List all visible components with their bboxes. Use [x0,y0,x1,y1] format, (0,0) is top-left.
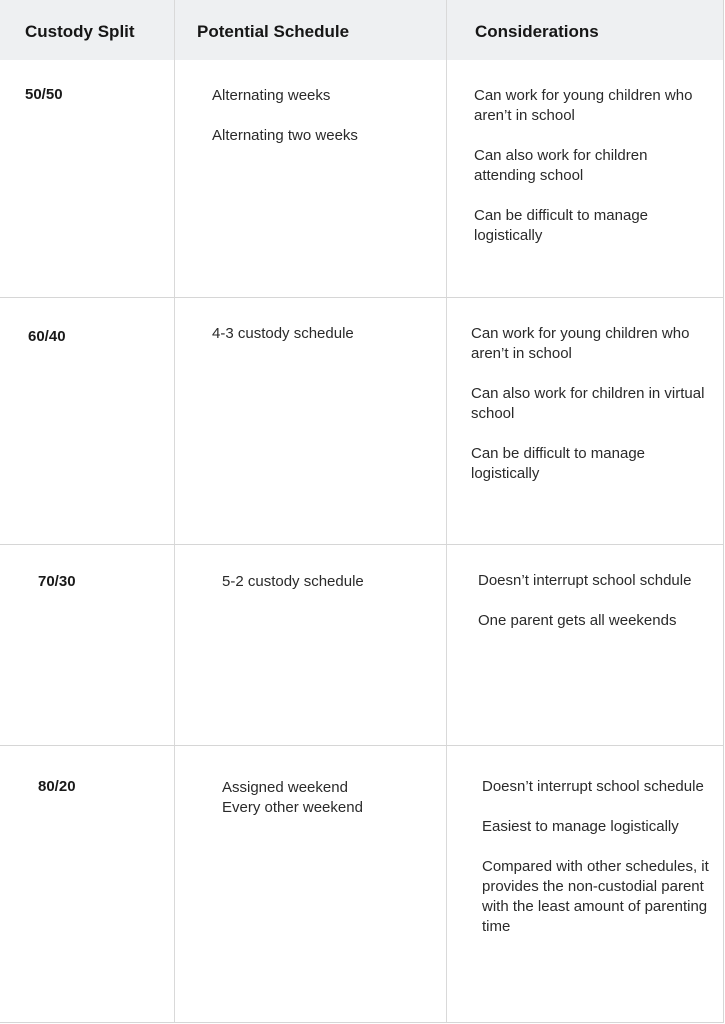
consideration-item: Can work for young children who aren’t in school [474,87,693,124]
consideration-item: Can be difficult to manage logistically [474,207,649,244]
column-divider [446,0,447,1022]
table-header [0,0,723,60]
custody-split-value: 50/50 [25,86,63,103]
considerations-cell [474,86,706,266]
consideration-item: Doesn’t interrupt school schdule [478,572,692,589]
considerations-cell [471,324,705,504]
schedule-cell [212,324,354,364]
header-custody-split: Custody Split [25,22,135,41]
consideration-item: Can also work for children in virtual school [471,385,705,422]
schedule-item: 5-2 custody schedule [222,573,364,590]
consideration-item: One parent gets all weekends [478,612,677,629]
considerations-cell [482,777,712,957]
schedule-item: Assigned weekend [222,779,348,796]
schedule-item: Every other weekend [222,799,363,816]
custody-split-value: 60/40 [28,328,66,345]
column-divider [174,0,175,1022]
consideration-item: Easiest to manage logistically [482,818,679,835]
row-divider [0,297,723,298]
consideration-item: Can also work for children attending school [474,147,648,184]
schedule-item: Alternating weeks [212,87,331,104]
row-divider [0,544,723,545]
schedule-item: Alternating two weeks [212,127,358,144]
considerations-cell [478,571,710,651]
schedule-item: 4-3 custody schedule [212,325,354,342]
header-considerations: Considerations [475,22,599,41]
custody-split-value: 80/20 [38,778,76,795]
consideration-item: Compared with other schedules, it provides the non-custodial parent with the least amount of parenting time [482,858,709,935]
consideration-item: Doesn’t interrupt school schedule [482,778,704,795]
consideration-item: Can work for young children who aren’t in school [471,325,690,362]
header-potential-schedule: Potential Schedule [197,22,350,41]
consideration-item: Can be difficult to manage logistically [471,445,646,482]
custody-split-value: 70/30 [38,573,76,590]
schedule-cell [222,778,363,818]
row-divider [0,745,723,746]
schedule-cell [222,572,364,612]
schedule-cell [212,86,358,166]
